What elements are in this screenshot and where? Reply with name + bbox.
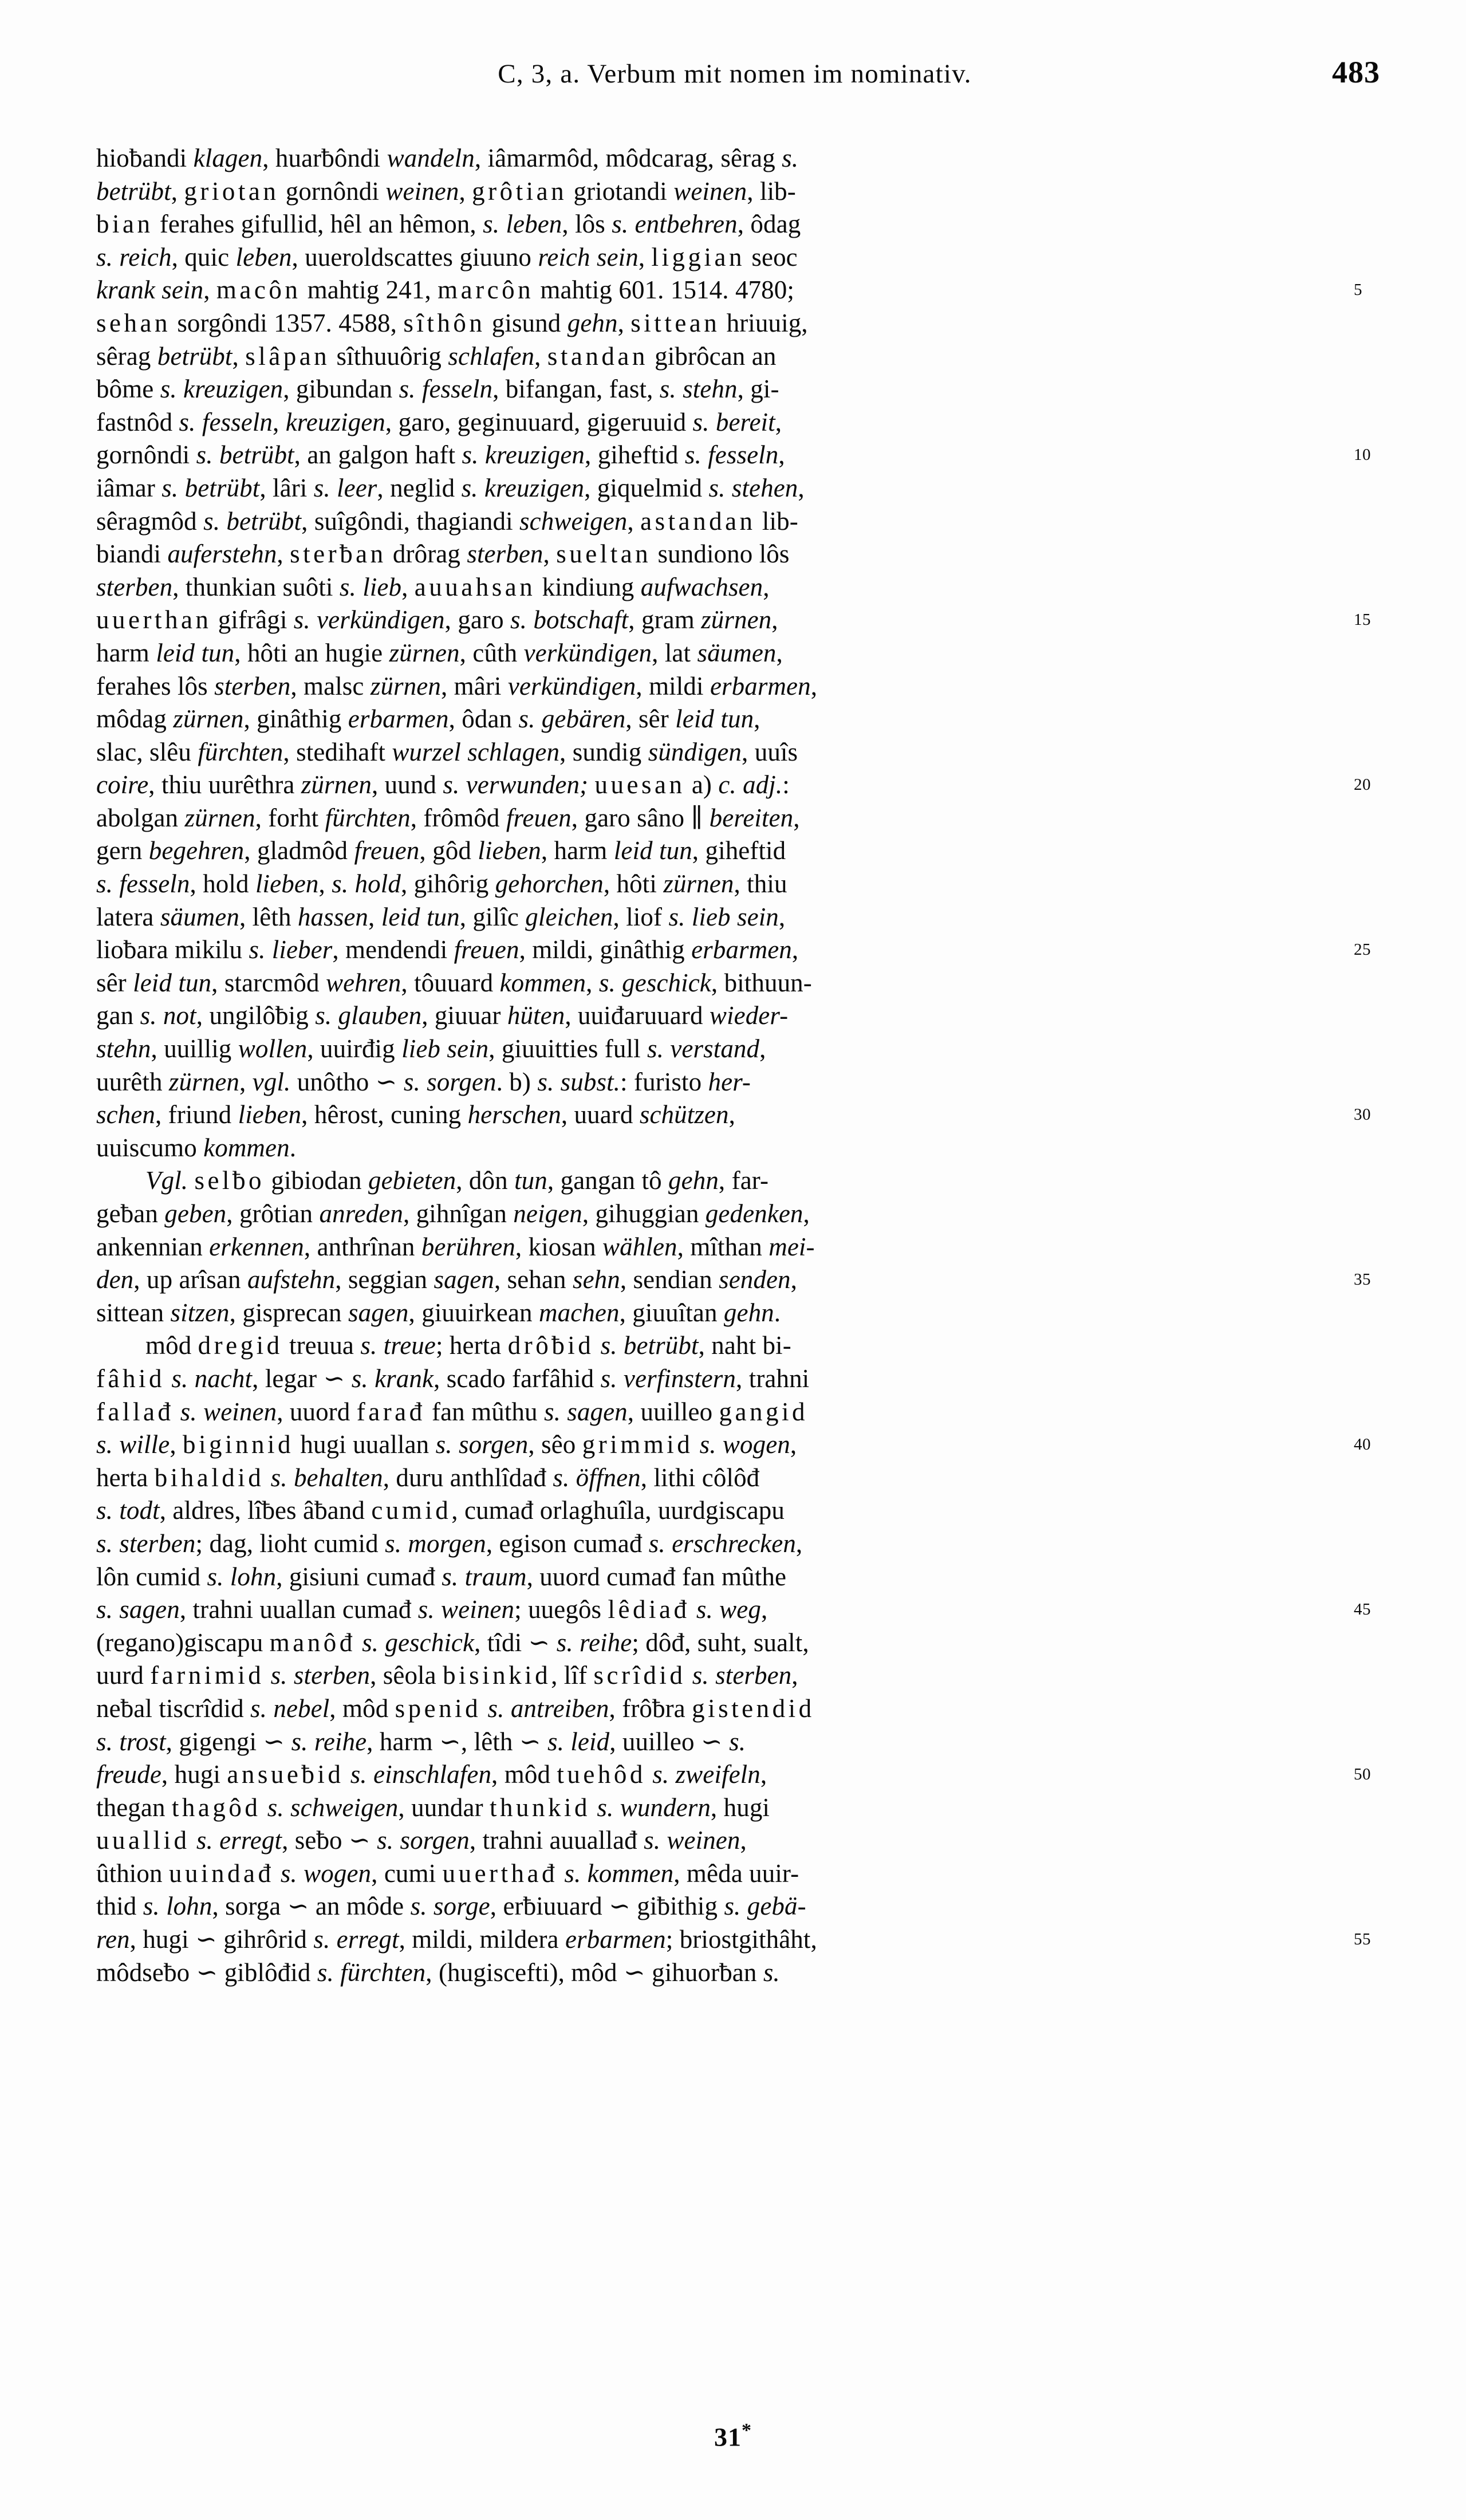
margin-line-number: 55 [1354,1930,1371,1949]
text-line-content: lôn cumid s. lohn, gisiuni cumađ s. traum, uuord cumađ fan mûthe [96,1562,787,1591]
text-line-content: uuallid s. erregt, seƀo ∽ s. sorgen, trahni auuallađ s. weinen, [96,1826,747,1855]
text-line [96,1956,1385,1990]
text-line [96,1494,1385,1527]
text-line-content: freude, hugi ansueƀid s. einschlafen, môd tuehôd s. zweifeln, [96,1760,767,1789]
text-line-content: môdag zürnen, ginâthig erbarmen, ôdan s. gebären, sêr leid tun, [96,704,760,734]
text-line [96,967,1385,1000]
text-line-content: geƀan geben, grôtian anreden, gihnîgan neigen, gihuggian gedenken, [96,1199,810,1228]
text-line-content: herta bihaldid s. behalten, duru anthlîdađ s. öffnen, lithi côlôđ [96,1463,760,1492]
text-line [96,1561,1385,1594]
text-line [96,1758,1385,1791]
text-line-content: môd dregid treuuа s. treue; herta drôƀid s. betrübt, naht bi- [145,1331,791,1360]
text-line-content: uurd farnimid s. sterben, sêola bisinkid, lîf scrîdid s. sterben, [96,1661,798,1690]
text-line [96,1033,1385,1066]
margin-line-number: 20 [1354,775,1371,794]
text-line-content: thegan thagôd s. schweigen, uundar thunkid s. wundern, hugi [96,1793,770,1822]
text-line-content: betrübt, griotan gornôndi weinen, grôtian griotandi weinen, lib- [96,176,796,206]
margin-line-number: 35 [1354,1270,1371,1289]
text-line-content: den, up arîsan aufstehn, seggian sagen, sehan sehn, sendian senden, [96,1265,797,1294]
text-line [96,703,1385,736]
text-line [96,1363,1385,1396]
text-line [96,1726,1385,1759]
text-line-content: biandi auferstehn, sterƀan drôrag sterben, sueltan sundiono lôs [96,540,790,569]
text-line-content: s. trost, gigengi ∽ s. reihe, harm ∽, lêth ∽ s. leid, uuilleo ∽ s. [96,1727,746,1756]
text-line [96,1462,1385,1495]
text-line [96,1198,1385,1231]
running-head [97,54,1380,106]
text-line-content: uurêth zürnen, vgl. unôtho ∽ s. sorgen. b) s. subst.: furisto her- [96,1067,751,1096]
running-head-title: C, 3, a. Verbum mit nomen im nominativ. [498,59,972,89]
text-line [96,670,1385,703]
text-line [96,1428,1385,1462]
text-line-content: (regano)giscapu manôđ s. geschick, tîdi ∽ s. reihe; dôđ, suht, sualt, [96,1628,809,1657]
text-line [96,373,1385,406]
text-line [96,999,1385,1033]
margin-line-number: 10 [1354,446,1371,464]
text-line-content: s. sagen, trahni uuallan cumađ s. weinen; uuegôs lêdiađ s. weg, [96,1595,768,1624]
text-line [96,472,1385,505]
text-line-content: uuerthan gifrâgi s. verkündigen, garo s. botschaft, gram zürnen, [96,605,778,635]
text-line-content: schen, friund lieben, hêrost, cuning herschen, uuard schützen, [96,1100,735,1129]
text-line [96,208,1385,241]
text-line [96,901,1385,934]
signature-mark [0,2420,1466,2452]
text-line [96,1692,1385,1726]
text-line-content: thid s. lohn, sorga ∽ an môde s. sorge, erƀiuuard ∽ giƀithig s. gebä- [96,1892,806,1921]
text-line [96,1627,1385,1660]
text-line-content: sittean sitzen, gisprecan sagen, giuuirkean machen, giuuîtan gehn. [96,1298,781,1327]
text-line-content: sterben, thunkian suôti s. lieb, auuahsan kindiung aufwachsen, [96,572,770,601]
text-line-content: ren, hugi ∽ gihrôrid s. erregt, mildi, mildera erbarmen; briostgithâht, [96,1925,817,1954]
margin-line-number: 25 [1354,940,1371,959]
text-line [96,142,1385,175]
text-line-content: s. sterben; dag, lioht cumid s. morgen, egison cumađ s. erschrecken, [96,1529,803,1558]
margin-line-number: 5 [1354,281,1362,300]
text-line [96,340,1385,373]
margin-line-number: 15 [1354,611,1371,629]
text-line-content: fâhid s. nacht, legar ∽ s. krank, scado farfâhid s. verfinstern, trahni [96,1364,810,1393]
text-line [96,406,1385,439]
text-line-content: sehan sorgôndi 1357. 4588, sîthôn gisund gehn, sittean hriuuig, [96,308,808,337]
signature-number: 31 [714,2422,742,2452]
text-line-content: ankennian erkennen, anthrînan berühren, kiosan wählen, mîthan mei- [96,1232,815,1261]
text-line-content: lioƀara mikilu s. lieber, mendendi freuen, mildi, ginâthig erbarmen, [96,935,799,964]
margin-line-number: 50 [1354,1765,1371,1784]
text-line-content: stehn, uuillig wollen, uuirđig lieb sein, giuuitties full s. verstand, [96,1034,766,1064]
text-line-content: krank sein, macôn mahtig 241, marcôn mahtig 601. 1514. 4780; [96,275,794,305]
text-line-content: slac, slêu fürchten, stedihaft wurzel schlagen, sundig sündigen, uuîs [96,737,798,766]
text-line [96,834,1385,868]
text-line [96,307,1385,340]
signature-asterisk: * [742,2420,752,2441]
text-line-content: bian ferahes gifullid, hêl an hêmon, s. leben, lôs s. entbehren, ôdag [96,210,801,239]
text-line [96,637,1385,670]
text-line-content: ûthion uuindađ s. wogen, cumi uuerthađ s. kommen, mêda uuir- [96,1858,799,1888]
text-line [96,241,1385,274]
text-line [96,538,1385,571]
text-line [96,868,1385,901]
text-line [96,802,1385,835]
text-line [96,604,1385,637]
text-line-content: s. reich, quic leben, uueroldscattes giuuno reich sein, liggian seoc [96,242,798,271]
text-line [96,439,1385,472]
text-line [96,1297,1385,1330]
text-line-content: neƀal tiscrîdid s. nebel, môd spenid s. antreiben, frôƀra gistendid [96,1694,815,1723]
text-line-content: gornôndi s. betrübt, an galgon haft s. kreuzigen, giheftid s. fesseln, [96,440,785,470]
text-line [96,175,1385,208]
text-line-content: s. todt, aldres, lîƀes âƀand cumid, cumađ orlaghuîla, uurdgiscapu [96,1496,785,1525]
text-line [96,1890,1385,1923]
text-line [96,1923,1385,1956]
text-line [96,1164,1385,1198]
text-line [96,1659,1385,1692]
text-line [96,505,1385,538]
text-line-content: gan s. not, ungilôƀig s. glauben, giuuar hüten, uuiđaruuard wieder- [96,1001,789,1030]
text-line-content: sêr leid tun, starcmôd wehren, tôuuard kommen, s. geschick, bithuun- [96,968,812,997]
text-line [96,1263,1385,1297]
margin-line-number: 45 [1354,1600,1371,1619]
text-block [96,142,1385,1989]
text-line [96,769,1385,802]
text-line-content: abolgan zürnen, forht fürchten, frômôd freuen, garo sâno ∥ bereiten, [96,803,800,832]
text-line-content: iâmar s. betrübt, lâri s. leer, neglid s. kreuzigen, giquelmid s. stehen, [96,473,805,502]
text-line-content: fastnôd s. fesseln, kreuzigen, garo, geginuuard, gigeruuid s. bereit, [96,407,782,436]
text-line-content: hioƀandi klagen, huarƀôndi wandeln, iâmarmôd, môdcarag, sêrag s. [96,144,799,172]
text-line-content: latera säumen, lêth hassen, leid tun, gilîc gleichen, liof s. lieb sein, [96,902,786,931]
text-line-content: s. wille, biginnid hugi uuallan s. sorgen, sêo grimmid s. wogen, [96,1430,797,1459]
text-line [96,1857,1385,1891]
text-line-content: fallađ s. weinen, uuord farađ fan mûthu s. sagen, uuilleo gangid [96,1397,809,1426]
text-line-content: Vgl. selƀo gibiodan gebieten, dôn tun, gangan tô gehn, far- [145,1166,769,1195]
text-line-content: s. fesseln, hold lieben, s. hold, gihôrig gehorchen, hôti zürnen, thiu [96,869,787,899]
text-line [96,274,1385,307]
page-number: 483 [1332,55,1380,89]
text-line [96,1231,1385,1264]
margin-line-number: 30 [1354,1105,1371,1124]
margin-line-number: 40 [1354,1435,1371,1454]
text-line-content: uuiscumo kommen. [96,1133,297,1162]
text-line-content: coire, thiu uurêthra zürnen, uund s. verwunden; uuesan a) c. adj.: [96,770,790,800]
text-line-content: harm leid tun, hôti an hugie zürnen, cûth verkündigen, lat säumen, [96,638,783,667]
text-line [96,1791,1385,1825]
text-line [96,1396,1385,1429]
text-line-content: gern begehren, gladmôd freuen, gôd lieben, harm leid tun, giheftid [96,836,786,865]
text-line-content: sêrag betrübt, slâpan sîthuuôrig schlafen, standan gibrôcan an [96,341,777,371]
text-line-content: môdseƀo ∽ giblôđid s. fürchten, (hugiscefti), môd ∽ gihuorƀan s. [96,1958,780,1987]
text-line [96,1593,1385,1627]
text-line [96,1527,1385,1561]
text-line [96,571,1385,604]
text-line [96,1132,1385,1165]
text-line [96,736,1385,769]
text-line [96,1098,1385,1132]
text-line-content: bôme s. kreuzigen, gibundan s. fesseln, bifangan, fast, s. stehn, gi- [96,375,779,404]
text-line [96,1066,1385,1099]
text-line-content: ferahes lôs sterben, malsc zürnen, mâri verkündigen, mildi erbarmen, [96,671,818,700]
text-line [96,1329,1385,1363]
text-line-content: sêragmôd s. betrübt, suîgôndi, thagiandi schweigen, astandan lib- [96,506,798,536]
text-line [96,1824,1385,1857]
text-line [96,934,1385,967]
